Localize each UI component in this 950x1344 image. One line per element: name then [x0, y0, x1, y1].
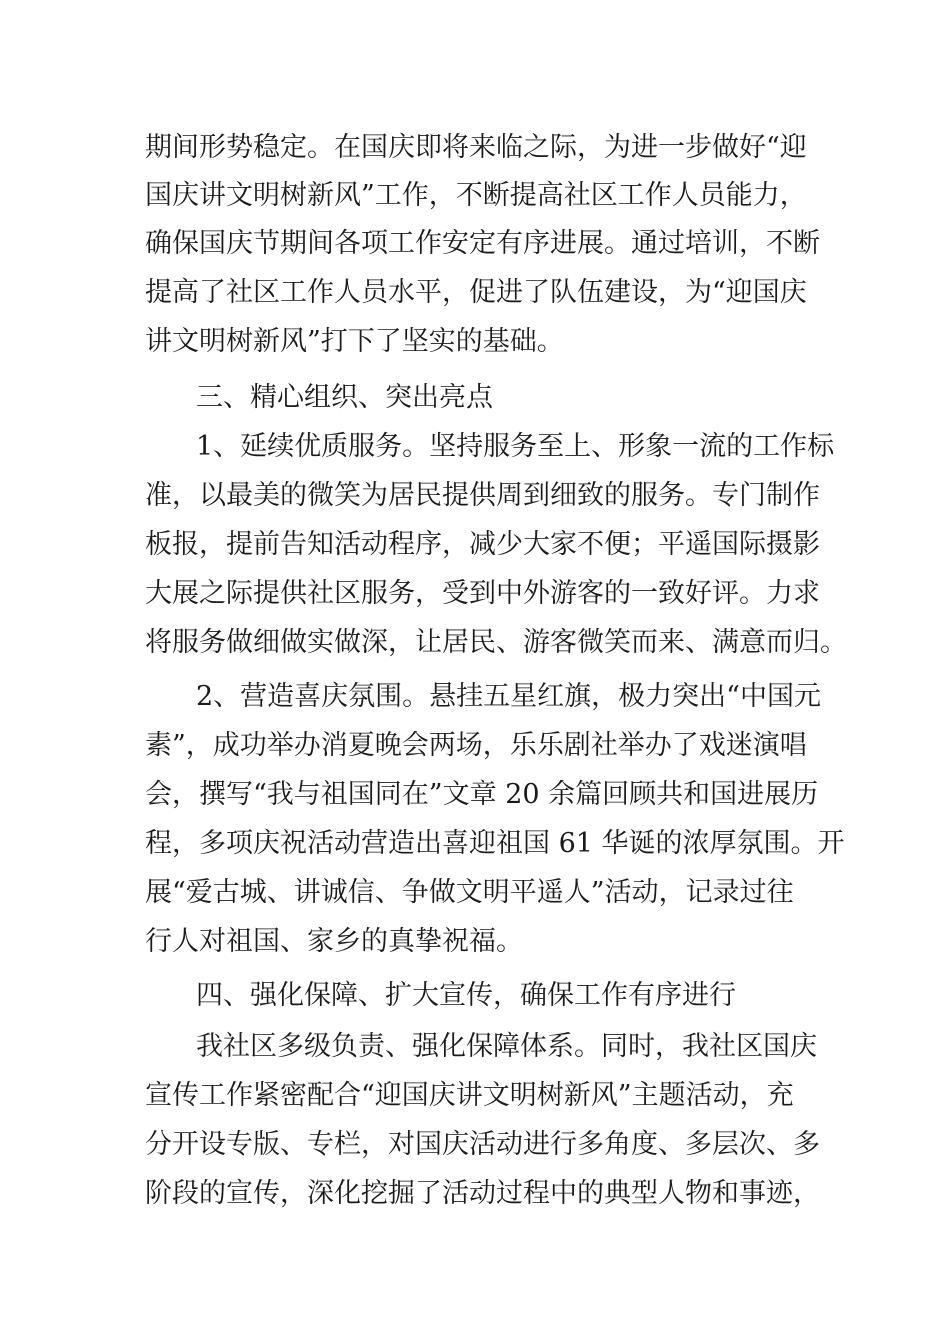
paragraph-line: 将服务做细做实做深，让居民、游客微笑而来、满意而归。: [145, 627, 847, 658]
paragraph-line: 2、营造喜庆氛围。悬挂五星红旗，极力突出“中国元: [196, 681, 821, 712]
paragraph-line: 大展之际提供社区服务，受到中外游客的一致好评。力求: [145, 578, 820, 609]
paragraph-line: 分开设专版、专栏，对国庆活动进行多角度、多层次、多: [145, 1129, 820, 1160]
paragraph-line: 确保国庆节期间各项工作安定有序进展。通过培训，不断: [145, 228, 820, 259]
section-heading: 四、强化保障、扩大宣传，确保工作有序进行: [196, 980, 736, 1011]
paragraph-line: 会，撰写“我与祖国同在”文章 20 余篇回顾共和国进展历: [145, 779, 819, 810]
paragraph-line: 期间形势稳定。在国庆即将来临之际，为进一步做好“迎: [145, 132, 807, 163]
paragraph-line: 宣传工作紧密配合“迎国庆讲文明树新风”主题活动，充: [145, 1080, 794, 1111]
paragraph-line: 国庆讲文明树新风”工作，不断提高社区工作人员能力，: [145, 180, 807, 211]
paragraph-line: 讲文明树新风”打下了坚实的基础。: [145, 326, 564, 357]
paragraph-line: 展“爱古城、讲诚信、争做文明平遥人”活动，记录过往: [145, 877, 794, 908]
paragraph-line: 素”，成功举办消夏晚会两场，乐乐剧社举办了戏迷演唱: [145, 730, 807, 761]
paragraph-line: 准，以最美的微笑为居民提供周到细致的服务。专门制作: [145, 480, 820, 511]
paragraph-line: 行人对祖国、家乡的真挚祝福。: [145, 926, 523, 957]
paragraph-line: 1、延续优质服务。坚持服务至上、形象一流的工作标: [196, 431, 835, 462]
paragraph-line: 板报，提前告知活动程序，减少大家不便；平遥国际摄影: [145, 529, 820, 560]
paragraph-line: 我社区多级负责、强化保障体系。同时，我社区国庆: [196, 1031, 817, 1062]
paragraph-line: 阶段的宣传，深化挖掘了活动过程中的典型人物和事迹，: [145, 1178, 820, 1209]
paragraph-line: 程，多项庆祝活动营造出喜迎祖国 61 华诞的浓厚氛围。开: [145, 828, 845, 859]
section-heading: 三、精心组织、突出亮点: [196, 382, 493, 413]
paragraph-line: 提高了社区工作人员水平，促进了队伍建设，为“迎国庆: [145, 277, 807, 308]
